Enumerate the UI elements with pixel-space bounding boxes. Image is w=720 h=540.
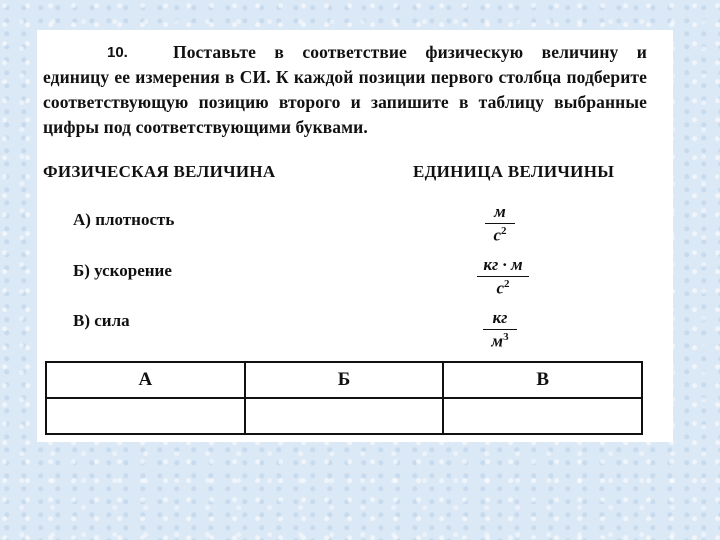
answer-cell-b[interactable] <box>245 398 444 434</box>
unit-3 <box>483 308 517 352</box>
answer-cell-c[interactable] <box>443 398 642 434</box>
unit-1-numerator: м <box>494 202 506 221</box>
unit-2-exponent: 2 <box>504 278 510 290</box>
unit-1-exponent: 2 <box>501 225 507 237</box>
unit-3-denominator: м <box>491 331 504 351</box>
quantity-a: А) плотность <box>73 210 175 229</box>
unit-2-numerator: кг · м <box>483 255 523 274</box>
unit-3-exponent: 3 <box>503 331 509 343</box>
answer-table <box>45 361 643 435</box>
answer-header-a: А <box>46 362 245 398</box>
quantity-b: Б) ускорение <box>73 261 172 280</box>
unit-2 <box>477 255 529 299</box>
answer-cell-a[interactable] <box>46 398 245 434</box>
unit-2-denominator: с <box>496 278 505 298</box>
task-text: Поставьте в соответствие физическую величину и единицу ее измерения в СИ. К каждой позиции первого столбца подберите соответствующую позицию второго и запишите в таблицу выбранные цифры под соответствующими буквами. <box>43 42 647 137</box>
quantity-c: В) сила <box>73 311 130 330</box>
unit-1-denominator: с <box>493 225 502 245</box>
answer-header-c: В <box>443 362 642 398</box>
right-column-header: ЕДИНИЦА ВЕЛИЧИНЫ <box>413 162 615 181</box>
unit-1 <box>485 202 515 246</box>
answer-header-b: Б <box>245 362 444 398</box>
task-card <box>37 30 673 442</box>
left-column-header: ФИЗИЧЕСКАЯ ВЕЛИЧИНА <box>43 162 276 181</box>
unit-3-numerator: кг <box>492 308 508 327</box>
task-number: 10. <box>107 44 128 61</box>
